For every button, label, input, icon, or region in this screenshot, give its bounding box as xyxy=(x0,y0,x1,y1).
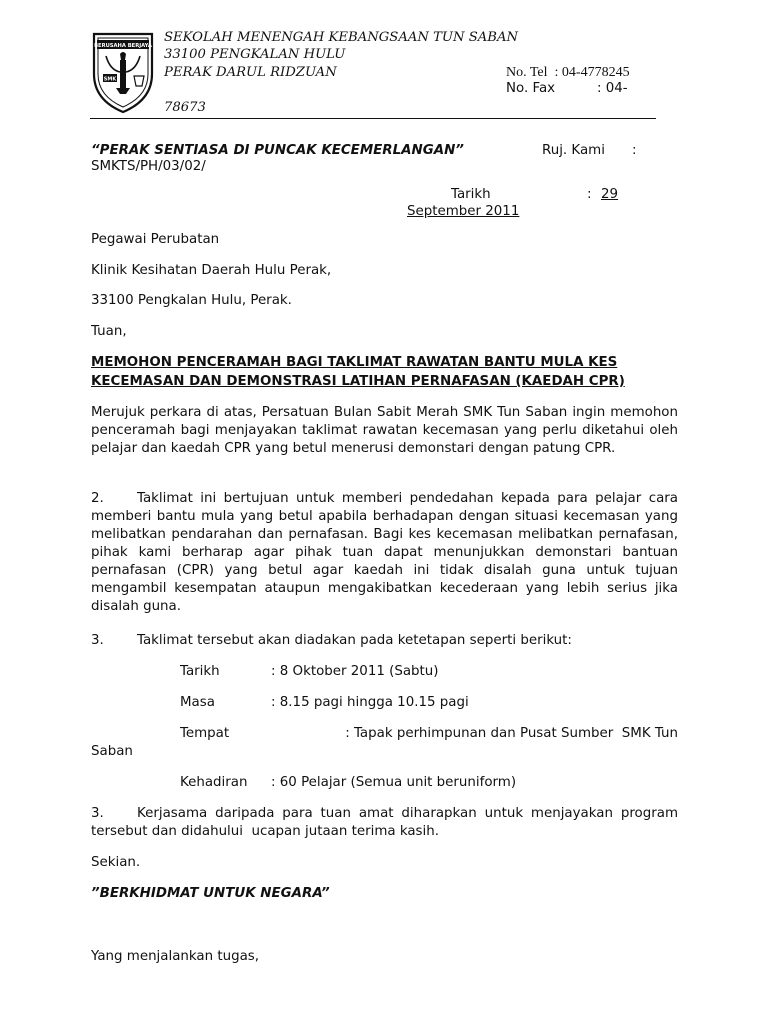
paragraph-2-text: Taklimat ini bertujuan untuk memberi pendedahan kepada para pelajar cara memberi bantu mula yang betul apabila berhadapan dengan situasi kecemasan yang melibatkan pendarahan dan pernafasan. Bagi kes kecemasan melibatkan pernafasan, pihak kami berharap agar pihak tuan dapat menunjukkan demonstari bantuan pernafasan (CPR) yang betul agar kaedah ini tidak disalah guna untuk tujuan mengambil kesempatan ataupun mengakibatkan kecederaan yang lebih serius jika disalah guna. xyxy=(91,491,678,614)
date-month-year: September 2011 xyxy=(407,204,520,219)
detail-venue-label: Tempat xyxy=(180,726,230,741)
detail-attendance-label: Kehadiran xyxy=(180,775,248,790)
detail-row-time xyxy=(180,694,469,712)
reference-number: SMKTS/PH/03/02/ xyxy=(91,159,206,174)
school-state-line: PERAK DARUL RIDZUAN xyxy=(164,65,337,80)
paragraph-3 xyxy=(91,632,678,650)
recipient-address: 33100 Pengkalan Hulu, Perak. xyxy=(91,293,292,308)
paragraph-3-number: 3. xyxy=(91,633,104,648)
recipient-organisation: Klinik Kesihatan Daerah Hulu Perak, xyxy=(91,263,332,278)
closing-sekian: Sekian. xyxy=(91,855,141,870)
detail-row-date xyxy=(180,663,439,681)
paragraph-2 xyxy=(91,490,678,616)
crest-banner-text: BERUSAHA BERJAYA xyxy=(94,43,152,49)
detail-row-venue xyxy=(180,725,678,743)
reference-label: Ruj. Kami xyxy=(542,143,605,158)
paragraph-1: Merujuk perkara di atas, Persatuan Bulan Sabit Merah SMK Tun Saban ingin memohon penceramah bagi menjayakan taklimat rawatan kecemasan yang perlu diketahui oleh pelajar dan kaedah CPR yang betul menerusi demonstari dengan patung CPR. xyxy=(91,405,678,456)
date-colon: : xyxy=(587,187,592,202)
school-postcode-overflow: 78673 xyxy=(164,100,206,111)
detail-venue-continuation: Saban xyxy=(91,744,133,759)
date-day: 29 xyxy=(601,187,619,202)
paragraph-4-number: 3. xyxy=(91,806,104,821)
state-motto: “PERAK SENTIASA DI PUNCAK KECEMERLANGAN” xyxy=(91,143,464,158)
paragraph-3-text: Taklimat tersebut akan diadakan pada ketetapan seperti berikut: xyxy=(137,633,572,648)
closing-slogan: ”BERKHIDMAT UNTUK NEGARA” xyxy=(91,886,330,901)
paragraph-4 xyxy=(91,805,683,841)
detail-date-value: : 8 Oktober 2011 (Sabtu) xyxy=(271,664,439,679)
fax-number: : 04- xyxy=(597,81,628,96)
paragraph-4-text: Kerjasama daripada para tuan amat diharapkan untuk menjayakan program tersebut dan didahului ucapan jutaan terima kasih. xyxy=(91,806,683,839)
school-address-line: 33100 PENGKALAN HULU xyxy=(164,47,346,62)
subject-line-2: KECEMASAN DAN DEMONSTRASI LATIHAN PERNAFASAN (KAEDAH CPR) xyxy=(91,374,625,389)
paragraph-2-number: 2. xyxy=(91,491,104,506)
letterhead-divider xyxy=(90,118,656,119)
salutation: Tuan, xyxy=(91,324,127,339)
subject-line-1: MEMOHON PENCERAMAH BAGI TAKLIMAT RAWATAN BANTU MULA KES xyxy=(91,355,618,370)
detail-date-label: Tarikh xyxy=(180,664,220,679)
recipient-title: Pegawai Perubatan xyxy=(91,232,220,247)
telephone-number: No. Tel : 04-4778245 xyxy=(506,65,630,80)
reference-colon: : xyxy=(632,143,637,158)
detail-time-label: Masa xyxy=(180,695,215,710)
date-label: Tarikh xyxy=(451,187,491,202)
crest-initials-text: SMK xyxy=(103,76,117,83)
detail-row-attendance xyxy=(180,774,516,792)
fax-label: No. Fax xyxy=(506,81,556,96)
detail-attendance-value: : 60 Pelajar (Semua unit beruniform) xyxy=(271,775,517,790)
school-name: SEKOLAH MENENGAH KEBANGSAAN TUN SABAN xyxy=(164,30,519,45)
detail-venue-value: : Tapak perhimpunan dan Pusat Sumber SMK Tun xyxy=(345,726,678,741)
school-crest-logo xyxy=(90,30,156,114)
detail-time-value: : 8.15 pagi hingga 10.15 pagi xyxy=(271,695,469,710)
closing-sign-off: Yang menjalankan tugas, xyxy=(91,949,260,964)
